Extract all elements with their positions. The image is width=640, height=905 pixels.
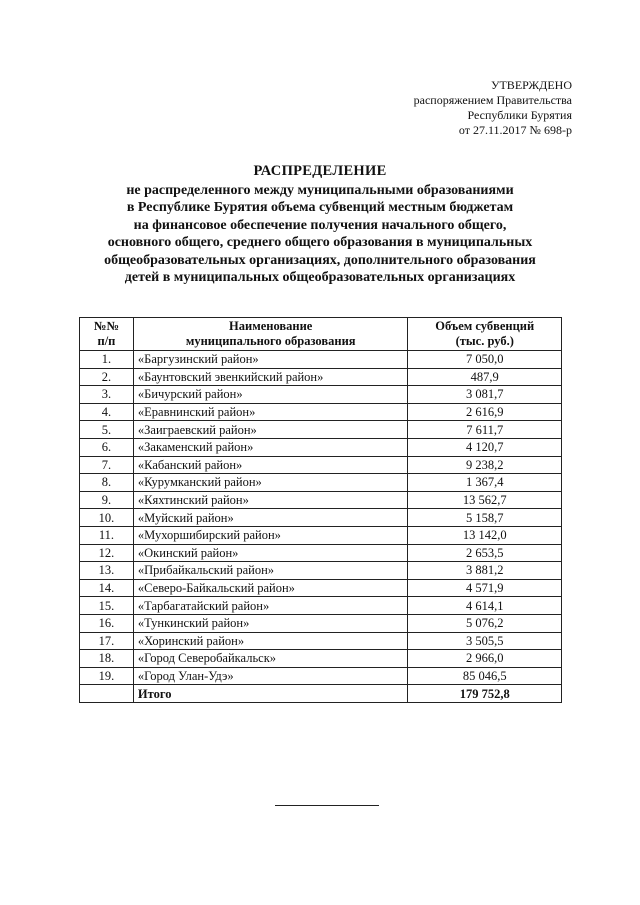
table-row	[80, 544, 562, 562]
row-number: 2.	[80, 368, 134, 386]
row-municipality: «Кяхтинский район»	[133, 491, 408, 509]
row-number: 19.	[80, 667, 134, 685]
row-number: 17.	[80, 632, 134, 650]
row-subsidy-value: 2 966,0	[408, 650, 562, 668]
row-subsidy-value: 2 616,9	[408, 403, 562, 421]
table-row	[80, 614, 562, 632]
document-title	[0, 163, 640, 287]
row-subsidy-value: 3 505,5	[408, 632, 562, 650]
row-number: 13.	[80, 562, 134, 580]
row-municipality: «Северо-Байкальский район»	[133, 579, 408, 597]
table-row	[80, 421, 562, 439]
row-municipality: «Окинский район»	[133, 544, 408, 562]
header-number	[80, 318, 134, 351]
header-name-line2: муниципального образования	[185, 334, 356, 348]
row-number: 9.	[80, 491, 134, 509]
footer-divider	[275, 805, 379, 806]
title-line: в Республике Бурятия объема субвенций местным бюджетам	[126, 200, 514, 215]
header-value	[408, 318, 562, 351]
row-municipality: «Закаменский район»	[133, 438, 408, 456]
header-value-line1: Объем субвенций	[435, 319, 535, 333]
row-subsidy-value: 9 238,2	[408, 456, 562, 474]
row-municipality: «Тункинский район»	[133, 614, 408, 632]
row-number: 15.	[80, 597, 134, 615]
approval-republic: Республики Бурятия	[467, 108, 572, 122]
row-subsidy-value: 7 611,7	[408, 421, 562, 439]
table-row	[80, 491, 562, 509]
row-subsidy-value: 2 653,5	[408, 544, 562, 562]
row-subsidy-value: 7 050,0	[408, 351, 562, 369]
row-subsidy-value: 4 571,9	[408, 579, 562, 597]
row-number: 5.	[80, 421, 134, 439]
row-municipality: «Муйский район»	[133, 509, 408, 527]
row-number: 8.	[80, 474, 134, 492]
table-row	[80, 650, 562, 668]
row-number: 6.	[80, 438, 134, 456]
row-municipality: «Город Северобайкальск»	[133, 650, 408, 668]
row-subsidy-value: 13 562,7	[408, 491, 562, 509]
header-name-line1: Наименование	[229, 319, 313, 333]
row-municipality: «Мухоршибирский район»	[133, 526, 408, 544]
table-row	[80, 368, 562, 386]
title-line: на финансовое обеспечение получения начального общего,	[133, 217, 507, 233]
approval-authority: распоряжением Правительства	[413, 93, 572, 107]
distribution-table	[79, 317, 562, 703]
row-municipality: «Тарбагатайский район»	[133, 597, 408, 615]
row-subsidy-value: 487,9	[408, 368, 562, 386]
row-subsidy-value: 13 142,0	[408, 526, 562, 544]
row-municipality: «Курумканский район»	[133, 474, 408, 492]
table-row	[80, 562, 562, 580]
header-number-line1: №№	[93, 319, 120, 333]
table-total-row	[80, 685, 562, 703]
row-municipality: «Кабанский район»	[133, 456, 408, 474]
row-number: 16.	[80, 614, 134, 632]
row-subsidy-value: 5 158,7	[408, 509, 562, 527]
table-row	[80, 667, 562, 685]
row-subsidy-value: 4 614,1	[408, 597, 562, 615]
table-row	[80, 579, 562, 597]
table-row	[80, 386, 562, 404]
row-municipality: «Заиграевский район»	[133, 421, 408, 439]
row-number: 7.	[80, 456, 134, 474]
row-municipality: «Баунтовский эвенкийский район»	[133, 368, 408, 386]
header-value-line2: (тыс. руб.)	[455, 334, 514, 348]
row-municipality: «Баргузинский район»	[133, 351, 408, 369]
title-line: общеобразовательных организациях, дополнительного образования	[104, 252, 536, 268]
row-municipality: «Прибайкальский район»	[133, 562, 408, 580]
title-line: детей в муниципальных общеобразовательных организациях	[124, 270, 516, 285]
row-number	[80, 685, 134, 703]
row-municipality: «Еравнинский район»	[133, 403, 408, 421]
row-number: 18.	[80, 650, 134, 668]
row-municipality: «Хоринский район»	[133, 632, 408, 650]
table-header-row	[80, 318, 562, 351]
approval-block	[414, 78, 572, 138]
row-subsidy-value: 3 881,2	[408, 562, 562, 580]
table-row	[80, 526, 562, 544]
header-number-line2: п/п	[97, 334, 116, 348]
row-subsidy-value: 4 120,7	[408, 438, 562, 456]
row-number: 4.	[80, 403, 134, 421]
row-number: 3.	[80, 386, 134, 404]
row-municipality: «Город Улан-Удэ»	[133, 667, 408, 685]
row-number: 1.	[80, 351, 134, 369]
approval-date-number: от 27.11.2017 № 698-р	[458, 123, 572, 137]
row-municipality: «Бичурский район»	[133, 386, 408, 404]
row-subsidy-value: 5 076,2	[408, 614, 562, 632]
table-row	[80, 403, 562, 421]
table-row	[80, 438, 562, 456]
row-municipality: Итого	[133, 685, 408, 703]
table-row	[80, 456, 562, 474]
approval-status: УТВЕРЖДЕНО	[490, 78, 572, 92]
row-subsidy-value: 3 081,7	[408, 386, 562, 404]
table-row	[80, 632, 562, 650]
table-row	[80, 474, 562, 492]
header-name	[133, 318, 408, 351]
title-line: не распределенного между муниципальными образованиями	[126, 182, 514, 198]
row-subsidy-value: 1 367,4	[408, 474, 562, 492]
row-subsidy-value: 179 752,8	[408, 685, 562, 703]
table-row	[80, 351, 562, 369]
title-line: основного общего, среднего общего образования в муниципальных	[107, 235, 533, 250]
row-number: 14.	[80, 579, 134, 597]
row-subsidy-value: 85 046,5	[408, 667, 562, 685]
table-row	[80, 509, 562, 527]
table-row	[80, 597, 562, 615]
title-main: РАСПРЕДЕЛЕНИЕ	[253, 163, 387, 179]
row-number: 10.	[80, 509, 134, 527]
row-number: 11.	[80, 526, 134, 544]
row-number: 12.	[80, 544, 134, 562]
